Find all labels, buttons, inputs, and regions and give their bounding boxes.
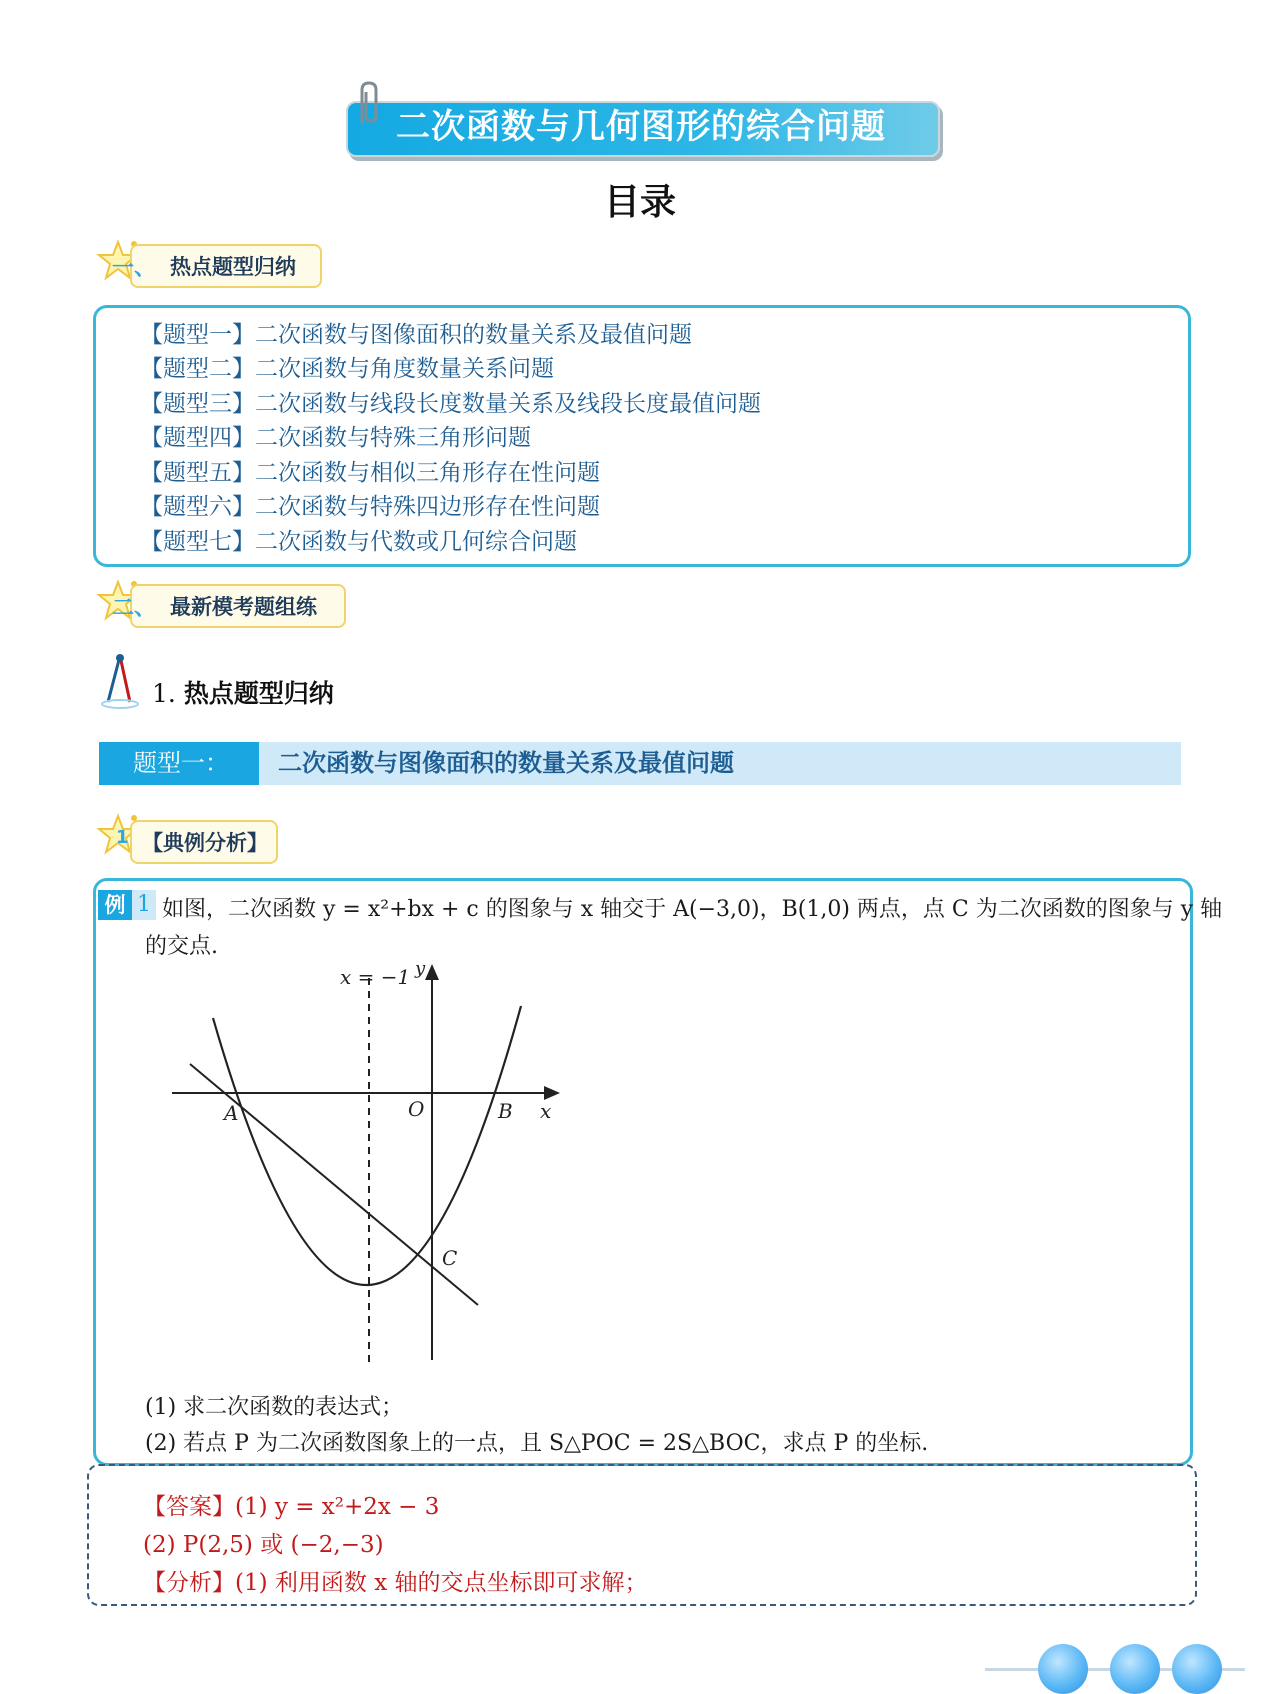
- x-axis-arrow: [544, 1086, 560, 1100]
- document-title: 二次函数与几何图形的综合问题: [396, 107, 886, 147]
- parabola-figure: [160, 960, 580, 1370]
- y-axis-label: y: [415, 960, 426, 979]
- example-text-line2: 的交点.: [145, 934, 218, 959]
- sub-heading: 1. 热点题型归纳: [152, 679, 334, 708]
- question-1: (1) 求二次函数的表达式；: [145, 1395, 404, 1420]
- topic-title: 二次函数与图像面积的数量关系及最值问题: [278, 749, 734, 777]
- example-badge-num: 1: [132, 890, 156, 920]
- point-b-label: B: [498, 1099, 513, 1123]
- example-text-line1: 如图，二次函数 y = x²+bx + c 的图象与 x 轴交于 A(−3,0)，B(1,0) 两点，点 C 为二次函数的图象与 y 轴: [162, 897, 1223, 922]
- toc-heading: 目录: [603, 182, 676, 223]
- topic-label: 题型一：: [99, 742, 259, 785]
- toc-item[interactable]: 【题型五】二次函数与相似三角形存在性问题: [140, 460, 600, 486]
- toc-item[interactable]: 【题型一】二次函数与图像面积的数量关系及最值问题: [140, 322, 692, 348]
- y-axis-arrow: [425, 964, 439, 980]
- toc-item[interactable]: 【题型六】二次函数与特殊四边形存在性问题: [140, 494, 600, 520]
- example-tag-num: 1: [116, 827, 129, 848]
- section-two-num: 二、: [112, 596, 157, 621]
- answer-line2: (2) P(2,5) 或 (−2,−3): [143, 1532, 384, 1558]
- point-a-label: A: [224, 1101, 239, 1125]
- analysis-line: 【分析】(1) 利用函数 x 轴的交点坐标即可求解；: [143, 1570, 648, 1596]
- section-one-num: 一、: [112, 256, 157, 281]
- compass-icon: [100, 652, 140, 710]
- section-one-label: 热点题型归纳: [170, 255, 296, 279]
- point-c-label: C: [442, 1246, 458, 1270]
- toc-item[interactable]: 【题型四】二次函数与特殊三角形问题: [140, 425, 531, 451]
- symmetry-label: x = −1: [340, 965, 411, 989]
- parabola-curve: [213, 1006, 521, 1285]
- toc-item[interactable]: 【题型二】二次函数与角度数量关系问题: [140, 356, 554, 382]
- footer-dot: [1038, 1644, 1088, 1694]
- answer-line1: 【答案】(1) y = x²+2x − 3: [143, 1494, 440, 1520]
- footer-dot: [1172, 1644, 1222, 1694]
- example-tag-label: 【典例分析】: [142, 831, 268, 855]
- x-axis-label: x: [540, 1099, 552, 1123]
- footer-dot: [1110, 1644, 1160, 1694]
- section-two-label: 最新模考题组练: [170, 595, 317, 619]
- point-o-label: O: [408, 1097, 425, 1121]
- toc-item[interactable]: 【题型七】二次函数与代数或几何综合问题: [140, 529, 577, 555]
- question-2: (2) 若点 P 为二次函数图象上的一点，且 S△POC = 2S△BOC，求点 P 的坐标.: [145, 1431, 929, 1456]
- toc-item[interactable]: 【题型三】二次函数与线段长度数量关系及线段长度最值问题: [140, 391, 761, 417]
- example-badge: 例: [98, 890, 132, 920]
